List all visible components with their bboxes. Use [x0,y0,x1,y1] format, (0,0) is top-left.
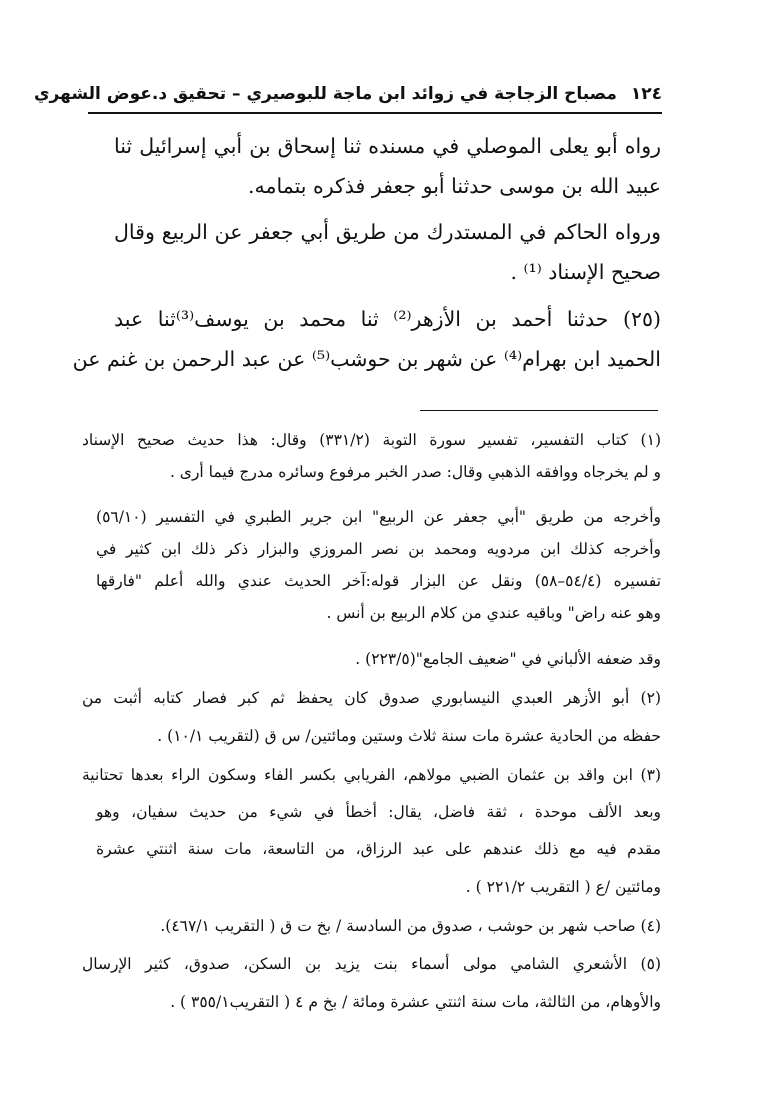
footnote-line: (١) كتاب التفسير، تفسير سورة التوبة (٣٣١/٢) وقال: هذا حديث صحيح الإسناد [82,431,661,449]
footnote-line: ومائتين /ع ( التقريب ٢٢١/٢ ) . [465,878,661,896]
footnote-line: حفظه من الحادية عشرة مات سنة ثلاث وستين ومائتين/ س ق (لتقريب ١٠/١) . [157,727,661,745]
main-text-line: صحيح الإسناد ⁽¹⁾ . [510,260,661,284]
footnote-line: (٥) الأشعري الشامي مولى أسماء بنت يزيد بن السكن، صدوق، كثير الإرسال [82,955,661,973]
page-header [33,82,662,114]
footnote-line: تفسيره (٥٤/٤–٥٨) ونقل عن البزار قوله:آخر الحديث عندي والله أعلم "فارقها [96,572,662,590]
footnote-line: وبعد الألف موحدة ، ثقة فاضل، يقال: أخطأ في شيء من حديث سفيان، وهو [96,803,661,821]
main-text-line: ورواه الحاكم في المستدرك من طريق أبي جعفر عن الربيع وقال [114,220,661,244]
header-text [34,84,662,104]
main-text-line: رواه أبو يعلى الموصلي في مسنده ثنا إسحاق بن أبي إسرائيل ثنا [114,134,661,158]
footnote-line: و لم يخرجاه ووافقه الذهبي وقال: صدر الخبر مرفوع وسائره مدرج فيما أرى . [169,463,661,481]
footnote-divider [420,410,658,411]
footnote-line: (٢) أبو الأزهر العبدي النيسابوري صدوق كان يحفظ ثم كبر فصار كتابه أثبت من [82,689,661,707]
footnote-line: وأخرجه كذلك ابن مردويه ومحمد بن نصر المروزي والبزار ذكر ذلك ابن كثير في [96,540,661,558]
main-text-line: الحميد ابن بهرام⁽⁴⁾ عن شهر بن حوشب⁽⁵⁾ عن عبد الرحمن بن غنم عن [72,347,661,371]
footnote-line: (٣) ابن واقد بن عثمان الضبي مولاهم، الفريابي بكسر الفاء وسكون الراء بعدها تحتانية [82,766,661,784]
main-text-line: (٢٥) حدثنا أحمد بن الأزهر⁽²⁾ ثنا محمد بن يوسف⁽³⁾ثنا عبد [114,307,661,331]
footnote-line: وقد ضعفه الألباني في "ضعيف الجامع"(٢٢٣/٥) . [355,650,661,668]
footnote-line: وهو عنه راض" وباقيه عندي من كلام الربيع بن أنس . [326,604,661,622]
footnote-line: (٤) صاحب شهر بن حوشب ، صدوق من السادسة / بخ ت ق ( التقريب ٤٦٧/١). [160,917,661,935]
header-title: مصباح الزجاجة في زوائد ابن ماجة للبوصيري – تحقيق د.عوض الشهري [33,84,617,104]
footnote-line: والأوهام، من الثالثة، مات سنة اثنتي عشرة ومائة / بخ م ٤ ( التقريب٣٥٥/١ ) . [170,993,661,1011]
footnote-line: مقدم فيه مع ذلك عندهم على عبد الرزاق، من التاسعة، مات سنة اثنتي عشرة [96,840,661,858]
main-text-line: عبيد الله بن موسى حدثنا أبو جعفر فذكره بتمامه. [247,174,661,198]
footnote-line: وأخرجه من طريق "أبي جعفر عن الربيع" ابن جرير الطبري في التفسير (٥٦/١٠) [96,508,661,526]
page-number: ١٢٤ [630,84,662,104]
